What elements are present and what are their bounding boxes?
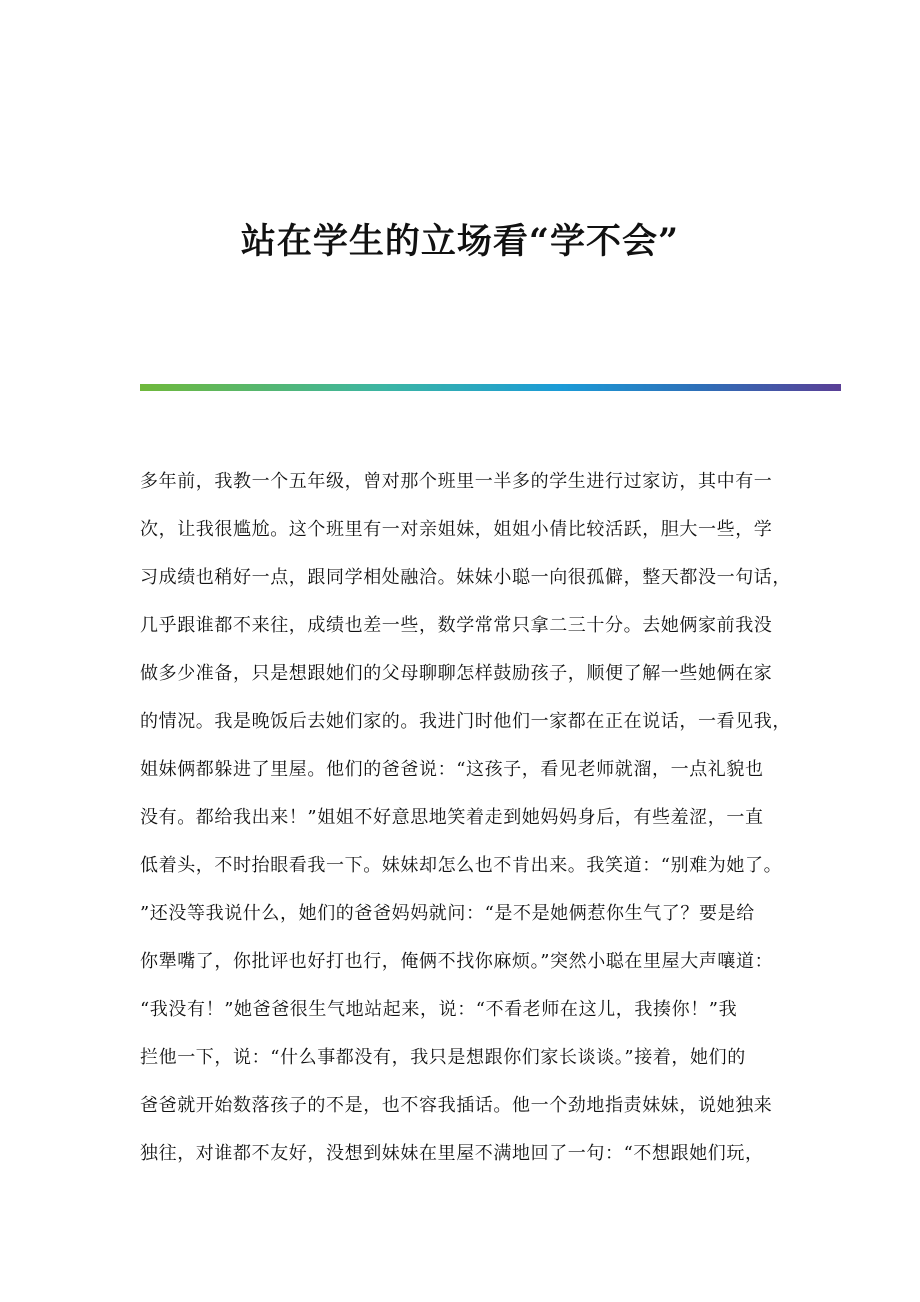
body-paragraph	[140, 458, 791, 1178]
paragraph-line: 爸爸就开始数落孩子的不是，也不容我插话。他一个劲地指责妹妹，说她独来	[140, 1095, 773, 1116]
paragraph-line: 习成绩也稍好一点，跟同学相处融洽。妹妹小聪一向很孤僻，整天都没一句话，	[140, 567, 791, 588]
paragraph-line: “我没有！”她爸爸很生气地站起来，说：“不看老师在这儿，我揍你！”我	[140, 999, 738, 1020]
paragraph-line: 独往，对谁都不友好，没想到妹妹在里屋不满地回了一句：“不想跟她们玩，	[140, 1143, 764, 1164]
paragraph-line: 没有。都给我出来！”姐姐不好意思地笑着走到她妈妈身后，有些羞涩，一直	[140, 807, 764, 828]
paragraph-line: 多年前，我教一个五年级，曾对那个班里一半多的学生进行过家访，其中有一	[140, 471, 773, 492]
document-title: 站在学生的立场看“学不会”	[240, 221, 680, 262]
paragraph-line: 拦他一下，说：“什么事都没有，我只是想跟你们家长谈谈。”接着，她们的	[140, 1047, 746, 1068]
paragraph-line: 几乎跟谁都不来往，成绩也差一些，数学常常只拿二三十分。去她俩家前我没	[140, 615, 773, 636]
paragraph-line: 做多少准备，只是想跟她们的父母聊聊怎样鼓励孩子，顺便了解一些她俩在家	[140, 663, 773, 684]
paragraph-line: 低着头，不时抬眼看我一下。妹妹却怎么也不肯出来。我笑道：“别难为她了。	[140, 855, 783, 876]
paragraph-line: 的情况。我是晚饭后去她们家的。我进门时他们一家都在正在说话，一看见我，	[140, 711, 791, 732]
title-divider	[140, 384, 841, 391]
paragraph-line: 你犟嘴了，你批评也好打也行，俺俩不找你麻烦。”突然小聪在里屋大声嚷道：	[140, 951, 774, 972]
paragraph-line: ”还没等我说什么，她们的爸爸妈妈就问：“是不是她俩惹你生气了？要是给	[140, 903, 755, 924]
paragraph-line: 姐妹俩都躲进了里屋。他们的爸爸说：“这孩子，看见老师就溜，一点礼貌也	[140, 759, 764, 780]
paragraph-line: 次，让我很尴尬。这个班里有一对亲姐妹，姐姐小倩比较活跃，胆大一些，学	[140, 519, 773, 540]
